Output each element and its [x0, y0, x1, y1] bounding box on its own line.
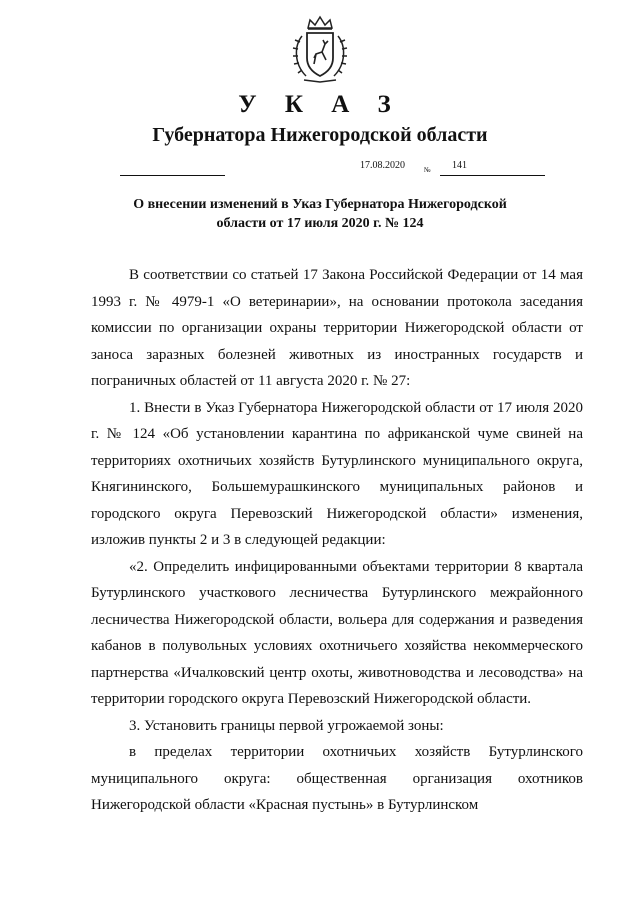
paragraph-item-2: «2. Определить инфицированными объектами территории 8 квартала Бутурлинского участкового лесничества Бутурлинского межрайонного лесничества Нижегородской области, вольера для содержания и разведения кабанов в полувольных условиях охотничьего хозяйства некоммерческого партнерства «Ичалковский центр охоты, животноводства и лесоводства» на территории городского округа Перевозский Нижегородской области. [91, 558, 583, 707]
coat-of-arms-icon [290, 14, 350, 86]
number-line [440, 175, 545, 176]
paragraph-preamble: В соответствии со статьей 17 Закона Российской Федерации от 14 мая 1993 г. № 4979-1 «О ветеринарии», на основании протокола заседания комиссии по организации охраны территории Нижегородской области от заноса заразных болезней животных из иностранных государств и пограничных областей от 11 августа 2020 г. № 27: [91, 267, 583, 389]
paragraph-zone-1: в пределах территории охотничьих хозяйств Бутурлинского муниципального округа: общественная организация охотников Нижегородской области «Красная пустынь» в Бутурлинском [91, 744, 583, 813]
decree-number: 141 [452, 160, 467, 171]
paragraph-item-3: 3. Установить границы первой угрожаемой зоны: [129, 717, 444, 734]
decree-title: У К А З [238, 91, 402, 118]
paragraph-item-1: 1. Внести в Указ Губернатора Нижегородской области от 17 июля 2020 г. № 124 «Об установлении карантина по африканской чуме свиней на территориях охотничьих хозяйств Бутурлинского муниципального округа, Княгининского, Большемурашкинского муниципальных районов и городского округа Перевозский Нижегородской области» изменения, изложив пункты 2 и 3 в следующей редакции: [91, 399, 583, 548]
decree-heading [0, 195, 640, 233]
decree-date: 17.08.2020 [360, 160, 405, 171]
heading-line-1: О внесении изменений в Указ Губернатора Нижегородской [133, 197, 507, 212]
decree-body [91, 262, 583, 819]
decree-issuer: Губернатора Нижегородской области [152, 124, 488, 146]
heading-line-2: области от 17 июля 2020 г. № 124 [216, 216, 424, 231]
date-blank-line-left [120, 175, 225, 176]
number-label: № [424, 166, 431, 174]
